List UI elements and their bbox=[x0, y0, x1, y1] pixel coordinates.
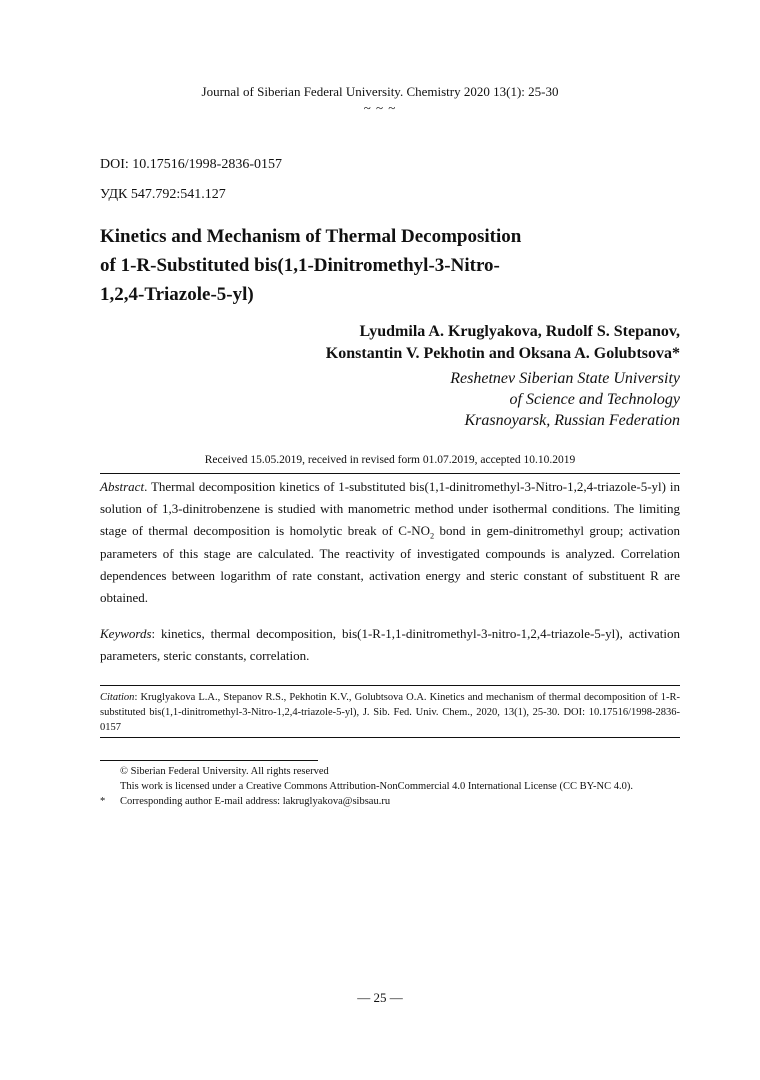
title-line-3: 1,2,4-Triazole-5-yl) bbox=[100, 284, 254, 305]
divider-citation-bottom bbox=[100, 737, 680, 738]
keywords-text: : kinetics, thermal decomposition, bis(1-R-1,1-dinitromethyl-3-nitro-1,2,4-triazole-5-yl), activation parameters, steric constants, correlation. bbox=[100, 626, 680, 663]
citation-label: Citation bbox=[100, 692, 135, 703]
footnote-asterisk: * bbox=[100, 796, 106, 807]
citation bbox=[100, 690, 680, 735]
abstract-subscript: 2 bbox=[430, 532, 435, 541]
title-line-2: of 1-R-Substituted bis(1,1-Dinitromethyl-3-Nitro- bbox=[100, 255, 500, 276]
title-line-1: Kinetics and Mechanism of Thermal Decomposition bbox=[100, 226, 522, 247]
keywords bbox=[100, 623, 680, 667]
abstract-text-1: . Thermal decomposition kinetics of 1-substituted bis(1,1-dinitromethyl-3-Nitro-1,2,4-triazole-5-yl) in solution of 1,3-dinitrobenzene is studied with manometric method under isothermal conditions. The limiting stage of thermal decomposition is homolytic break of C-NO bbox=[100, 479, 680, 539]
footnote-copyright: © Siberian Federal University. All rights reserved bbox=[120, 766, 329, 777]
udk: УДК 547.792:541.127 bbox=[100, 187, 226, 202]
abstract-label: Abstract bbox=[100, 479, 145, 494]
authors-line-2: Konstantin V. Pekhotin and Oksana A. Golubtsova* bbox=[325, 345, 680, 362]
footnote-license: This work is licensed under a Creative Commons Attribution-NonCommercial 4.0 International License (CC BY-NC 4.0). bbox=[120, 781, 633, 792]
authors bbox=[260, 321, 680, 365]
divider-citation-top bbox=[100, 685, 680, 686]
affiliation-line-2: of Science and Technology bbox=[509, 391, 680, 408]
affiliation-line-1: Reshetnev Siberian State University bbox=[450, 370, 680, 387]
authors-line-1: Lyudmila A. Kruglyakova, Rudolf S. Stepanov, bbox=[359, 323, 680, 340]
abstract bbox=[100, 476, 680, 609]
affiliation bbox=[260, 368, 680, 431]
affiliation-line-3: Krasnoyarsk, Russian Federation bbox=[464, 412, 680, 429]
journal-header: Journal of Siberian Federal University. Chemistry 2020 13(1): 25-30 bbox=[201, 84, 559, 99]
abstract-text-2: bond in gem-dinitromethyl group; activation parameters of this stage are calculated. The reactivity of investigated compounds is analyzed. Correlation dependences between logarithm of rate constant, activation energy and steric constant of substituent R are obtained. bbox=[100, 523, 681, 606]
citation-text: : Kruglyakova L.A., Stepanov R.S., Pekhotin K.V., Golubtsova O.A. Kinetics and mechanism of thermal decomposition of 1-R-substituted bis(1,1-dinitromethyl-3-Nitro-1,2,4-triazole-5-yl), J. Sib. Fed. Univ. Chem., 2020, 13(1), 25-30. DOI: 10.17516/1998-2836-0157 bbox=[100, 692, 680, 733]
paper-title bbox=[100, 222, 660, 309]
footnote-rule bbox=[100, 760, 318, 761]
footnote-corresponding bbox=[100, 794, 690, 809]
doi: DOI: 10.17516/1998-2836-0157 bbox=[100, 157, 282, 172]
page-number: — 25 — bbox=[357, 990, 403, 1005]
divider-top bbox=[100, 473, 680, 474]
received-dates: Received 15.05.2019, received in revised form 01.07.2019, accepted 10.10.2019 bbox=[204, 454, 576, 466]
keywords-label: Keywords bbox=[100, 626, 152, 641]
footnote-email: Corresponding author E-mail address: lakruglyakova@sibsau.ru bbox=[120, 796, 391, 807]
header-ornament: ~ ~ ~ bbox=[363, 100, 397, 115]
